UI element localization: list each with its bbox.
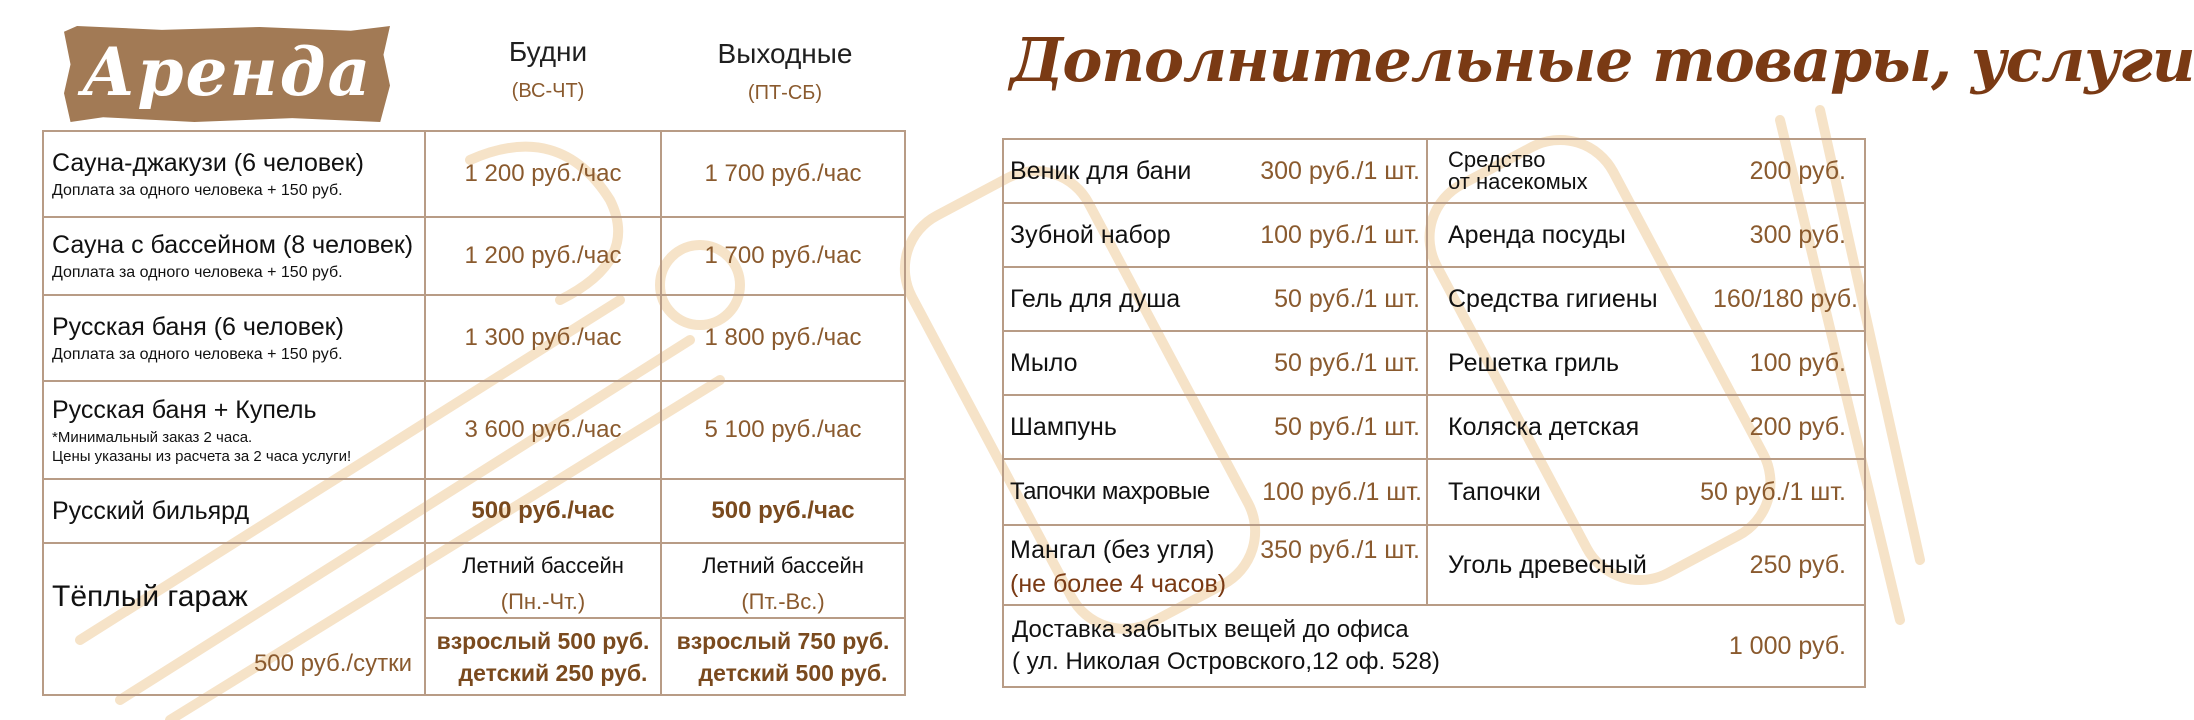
service-note: *Минимальный заказ 2 часа. [52, 428, 253, 446]
item-price: 100 руб./1 шт. [1262, 477, 1422, 506]
pool-weekend-cell [661, 543, 905, 695]
item-name: Аренда посуды [1448, 221, 1626, 249]
delivery-address: ( ул. Николая Островского,12 оф. 528) [1012, 648, 1440, 675]
extras-left-cell [1003, 525, 1427, 605]
service-name: Русская баня (6 человек) [52, 312, 344, 341]
extras-right-cell [1427, 139, 1865, 203]
extras-right-cell [1427, 331, 1865, 395]
service-note: Доплата за одного человека + 150 руб. [52, 263, 343, 281]
item-name: Тапочки махровые [1010, 478, 1210, 505]
service-cell [43, 479, 425, 543]
table-row [43, 217, 905, 295]
table-row [1003, 331, 1865, 395]
extras-right-cell [1427, 395, 1865, 459]
table-row [1003, 267, 1865, 331]
delivery-line1: Доставка забытых вещей до офиса [1012, 616, 1409, 643]
weekday-price: 1 300 руб./час [425, 295, 661, 381]
table-row [1003, 459, 1865, 525]
service-note: Доплата за одного человека + 150 руб. [52, 345, 343, 363]
item-name: Веник для бани [1010, 157, 1192, 185]
extras-left-cell [1003, 395, 1427, 459]
pool-weekday-child-price: детский 250 руб. [458, 660, 648, 686]
item-name [1448, 149, 1588, 193]
extras-right-cell [1427, 459, 1865, 525]
weekends-label: Выходные [717, 38, 853, 69]
extras-title: Дополнительные товары, услуги [1010, 26, 2194, 96]
item-name: Средства гигиены [1448, 285, 1658, 313]
weekdays-sublabel: (ВС-ЧТ) [511, 80, 585, 102]
pool-weekend-title: Летний бассейн [702, 553, 864, 578]
table-row [1003, 605, 1865, 687]
service-cell [43, 381, 425, 479]
item-price: 250 руб. [1749, 550, 1846, 579]
garage-price: 500 руб./сутки [253, 650, 412, 677]
delivery-description [1012, 614, 1440, 678]
weekends-sublabel: (ПТ-СБ) [747, 82, 823, 104]
pool-weekday-adult-price: взрослый 500 руб. [436, 628, 650, 654]
table-row [1003, 395, 1865, 459]
weekday-price: 500 руб./час [425, 479, 661, 543]
item-price: 350 руб./1 шт. [1260, 536, 1420, 564]
item-name: Зубной набор [1010, 221, 1171, 249]
extras-left-cell [1003, 139, 1427, 203]
extras-left-cell [1003, 331, 1427, 395]
table-row [43, 479, 905, 543]
item-name-line2: от насекомых [1448, 169, 1588, 194]
pool-weekend-days: (Пт.-Вс.) [741, 589, 825, 614]
weekend-price: 1 700 руб./час [661, 131, 905, 217]
item-name-line2: (не более 4 часов) [1010, 570, 1227, 598]
table-row [43, 543, 905, 695]
table-row [43, 381, 905, 479]
garage-name: Тёплый гараж [52, 580, 248, 613]
item-name: Уголь древесный [1448, 551, 1647, 579]
pool-weekday-cell [425, 543, 661, 695]
rental-table [42, 130, 906, 696]
delivery-price: 1 000 руб. [1728, 631, 1846, 660]
item-name: Шампунь [1010, 413, 1117, 441]
service-cell [43, 295, 425, 381]
item-price: 50 руб./1 шт. [1700, 477, 1846, 506]
service-name: Сауна-джакузи (6 человек) [52, 148, 365, 177]
extras-table [1002, 138, 1866, 688]
weekend-price: 1 700 руб./час [661, 217, 905, 295]
weekdays-header [430, 36, 666, 103]
table-row [1003, 525, 1865, 605]
item-name: Гель для душа [1010, 285, 1181, 313]
extras-left-cell [1003, 267, 1427, 331]
pool-weekend-child-price: детский 500 руб. [698, 660, 888, 686]
item-price: 50 руб./1 шт. [1274, 412, 1420, 441]
item-price: 200 руб. [1749, 156, 1846, 185]
item-price: 50 руб./1 шт. [1274, 284, 1420, 313]
pool-weekday-days: (Пн.-Чт.) [500, 589, 586, 614]
extras-right-cell [1427, 267, 1865, 331]
service-name: Сауна с бассейном (8 человек) [52, 230, 414, 259]
service-name: Русский бильярд [52, 496, 250, 525]
item-price: 300 руб./1 шт. [1260, 156, 1420, 185]
item-price: 100 руб./1 шт. [1260, 220, 1420, 249]
item-name: Мыло [1010, 349, 1078, 377]
service-name: Русская баня + Купель [52, 395, 317, 424]
weekday-price: 1 200 руб./час [425, 217, 661, 295]
extras-right-cell [1427, 203, 1865, 267]
item-name: Тапочки [1448, 478, 1541, 506]
weekends-header [666, 38, 904, 105]
table-row [43, 295, 905, 381]
extras-left-cell [1003, 203, 1427, 267]
service-note-2: Цены указаны из расчета за 2 часа услуги! [52, 447, 352, 465]
weekdays-label: Будни [508, 36, 588, 67]
item-price: 100 руб. [1749, 348, 1846, 377]
item-name-line1: Средство [1448, 147, 1546, 172]
item-name-line1: Мангал (без угля) [1010, 536, 1215, 564]
table-row [1003, 203, 1865, 267]
extras-left-cell [1003, 459, 1427, 525]
table-row [43, 131, 905, 217]
item-price: 50 руб./1 шт. [1274, 348, 1420, 377]
weekday-price: 1 200 руб./час [425, 131, 661, 217]
garage-cell [43, 543, 425, 695]
weekday-price: 3 600 руб./час [425, 381, 661, 479]
rental-title: Аренда [81, 33, 373, 111]
item-price: 160/180 руб. [1713, 284, 1858, 313]
item-name: Коляска детская [1448, 413, 1640, 441]
item-name: Решетка гриль [1448, 349, 1619, 377]
delivery-cell [1003, 605, 1865, 687]
table-row [1003, 139, 1865, 203]
service-cell [43, 217, 425, 295]
service-note: Доплата за одного человека + 150 руб. [52, 181, 343, 199]
weekend-price: 5 100 руб./час [661, 381, 905, 479]
pool-weekend-adult-price: взрослый 750 руб. [676, 628, 890, 654]
weekend-price: 1 800 руб./час [661, 295, 905, 381]
item-name [1010, 533, 1226, 601]
item-price: 300 руб. [1749, 220, 1846, 249]
weekend-price: 500 руб./час [661, 479, 905, 543]
service-cell [43, 131, 425, 217]
extras-right-cell [1427, 525, 1865, 605]
pool-weekday-title: Летний бассейн [462, 553, 624, 578]
item-price: 200 руб. [1749, 412, 1846, 441]
